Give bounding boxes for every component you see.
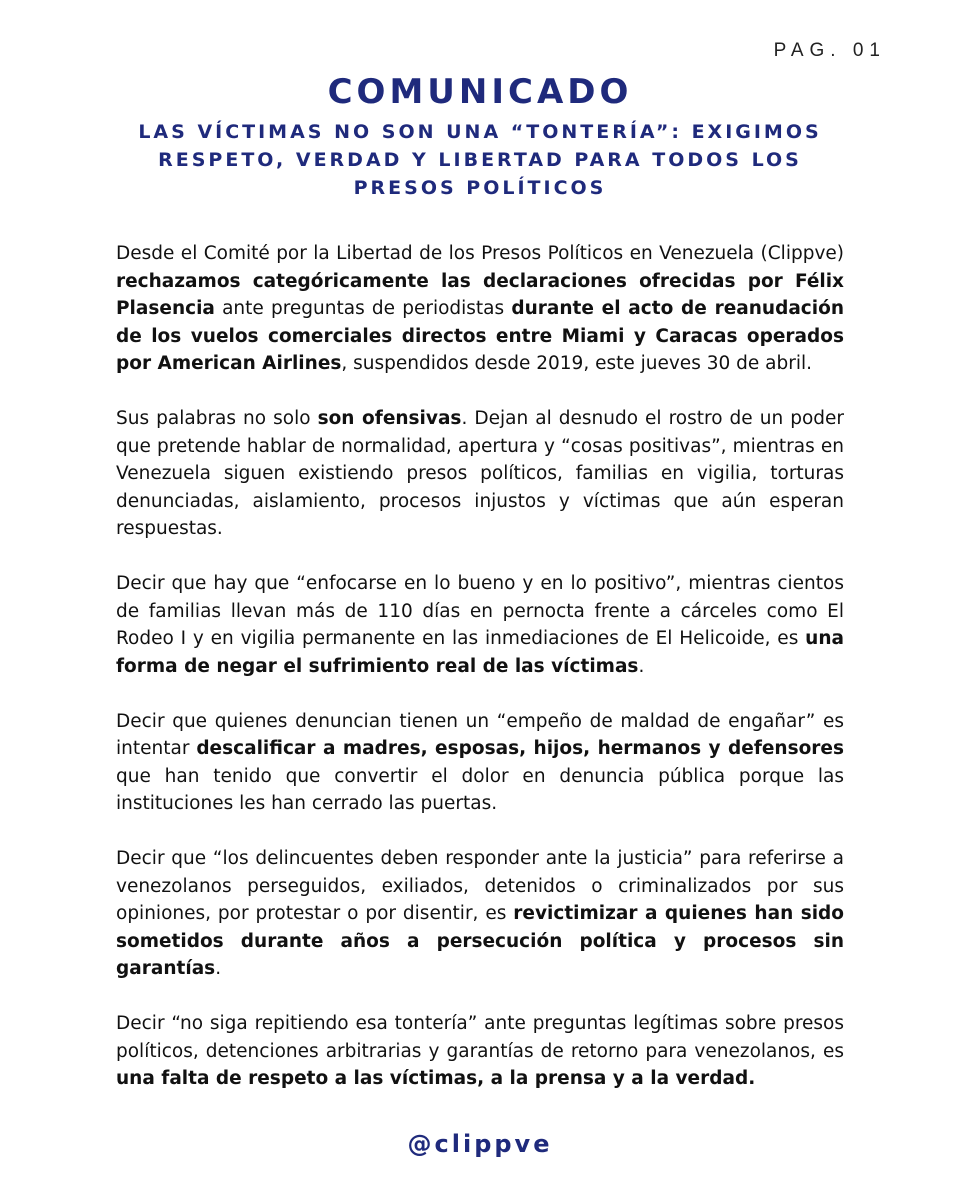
paragraph-5 xyxy=(116,845,844,983)
page-number: PAG. 01 xyxy=(773,40,886,61)
text-run-bold: revictimizar a quienes han sido sometidos durante años a persecución política y procesos sin garantías xyxy=(116,903,845,979)
paragraph-4 xyxy=(116,708,844,818)
text-run: Sus palabras no solo xyxy=(116,408,318,429)
paragraph-2 xyxy=(116,405,844,543)
paragraph-3 xyxy=(116,570,844,680)
text-run-bold: una falta de respeto a las víctimas, a la prensa y a la verdad. xyxy=(116,1068,756,1089)
text-run: que han tenido que convertir el dolor en denuncia pública porque las instituciones les han cerrado las puertas. xyxy=(116,765,844,814)
text-run: Decir que quienes denuncian tienen un “empeño de maldad de engañar” es intentar xyxy=(116,710,844,759)
text-run: Decir “no siga repitiendo esa tontería” ante preguntas legítimas sobre presos políticos, detenciones arbitrarias y garantías de retorno para venezolanos, es xyxy=(116,1013,844,1062)
paragraph-1 xyxy=(116,240,844,378)
text-run: , suspendidos desde 2019, este jueves 30 de abril. xyxy=(341,353,812,374)
page-subtitle: LAS VÍCTIMAS NO SON UNA “TONTERÍA”: EXIGIMOS RESPETO, VERDAD Y LIBERTAD PARA TODOS LOS PRESOS POLÍTICOS xyxy=(138,121,822,199)
text-run: . Dejan al desnudo el rostro de un poder que pretende hablar de normalidad, apertura y “cosas positivas”, mientras en Venezuela siguen existiendo presos políticos, familias en vigilia, torturas denunciadas, aislamiento, procesos injustos y víctimas que aún esperan respuestas. xyxy=(116,408,844,539)
text-run: . xyxy=(638,655,645,677)
text-run-bold: durante el acto de reanudación de los vuelos comerciales directos entre Miami y Caracas operados por American Airlines xyxy=(116,298,844,374)
social-handle: @clippve xyxy=(407,1130,553,1158)
text-run-bold: una forma de negar el sufrimiento real de las víctimas xyxy=(116,628,844,677)
text-run-bold: rechazamos categóricamente las declaraciones ofrecidas por Félix Plasencia xyxy=(116,270,844,319)
text-run-bold: son ofensivas xyxy=(317,408,462,429)
paragraph-6 xyxy=(116,1010,844,1093)
text-run: Decir que “los delincuentes deben responder ante la justicia” para referirse a venezolanos perseguidos, exiliados, detenidos o criminalizados por sus opiniones, por protestar o por disentir, es xyxy=(116,848,844,924)
text-run: Desde el Comité por la Libertad de los Presos Políticos en Venezuela (Clippve) xyxy=(116,243,844,264)
text-run-bold: descalificar a madres, esposas, hijos, hermanos y defensores xyxy=(196,738,844,759)
statement-body xyxy=(116,240,844,1120)
text-run: ante preguntas de periodistas xyxy=(214,298,512,319)
page-title: COMUNICADO xyxy=(327,72,633,112)
text-run: Decir que hay que “enfocarse en lo bueno y en lo positivo”, mientras cientos de familias llevan más de 110 días en pernocta frente a cárceles como El Rodeo I y en vigilia permanente en las inmediaciones de El Helicoide, es xyxy=(116,573,844,649)
text-run: . xyxy=(215,958,222,979)
